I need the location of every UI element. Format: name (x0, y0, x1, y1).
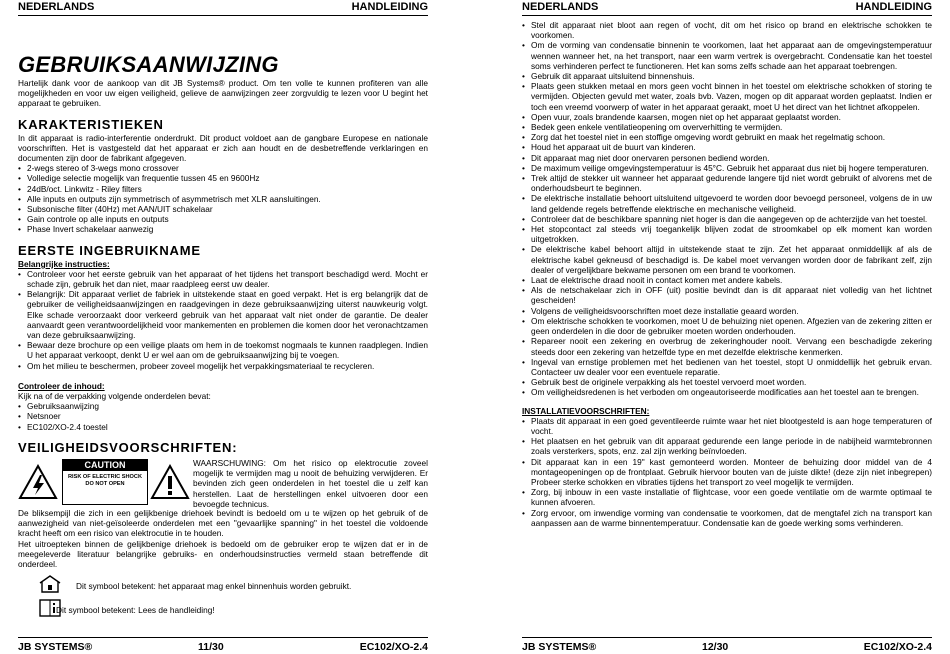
inhoud-list (18, 401, 428, 432)
list-item: • Controleer dat de beschikbare spanning niet hoger is dan die aangegeven op de achterzijde van het toestel. (522, 214, 932, 224)
uitroep-paragraph: Het uitroepteken binnen de gelijkbenige driehoek is bedoeld om de gebruiker erop te wijzen dat er in de meegeleverde literatuur belangrijke gebruiks- en onderhoudsinstructies vermeld staan betreffende dit onderdeel. (18, 538, 428, 569)
list-item: • EC102/XO-2.4 toestel (18, 422, 428, 432)
list-item: • Trek altijd de stekker uit wanneer het apparaat gedurende langere tijd niet wordt gebruikt of alvorens met de onderhoudsbeurt te beginnen. (522, 173, 932, 193)
list-item: • Om elektrische schokken te voorkomen, moet U de behuizing niet openen. Afgezien van de zekering zitten er geen onderdelen in die door de gebruiker moeten worden onderhouden. (522, 316, 932, 336)
left-content (18, 52, 428, 621)
list-item: • Belangrijk: Dit apparaat verliet de fabriek in uitstekende staat en goed verpakt. Het is erg belangrijk dat de gebruiker de veiligheidsaanwijzingen en raadgevingen in deze gebruiksaanwijzing uiterst nauwkeurig volgt. Elke schade veroorzaakt door verkeerd gebruik van het apparaat valt niet onder de garantie. De dealer aanvaardt geen verantwoordelijkheid voor mankementen en problemen die komen door het veronachtzamen van deze gebruiksaanwijzing. (18, 289, 428, 340)
list-item: • Het stopcontact zal steeds vrij toegankelijk blijven zodat de stroomkabel op elk moment kan worden uitgetrokken. (522, 224, 932, 244)
waarschuwing-paragraph: WAARSCHUWING: Om het risico op elektrocutie zoveel mogelijk te vermijden mag u nooit de behuizing verwijderen. Er bevinden zich geen onderdelen in het toestel die u zelf kan herstellen. Laat de herstellingen enkel uitvoeren door een bevoegde technicus. (193, 457, 428, 509)
list-item: • De elektrische kabel behoort altijd in uitstekende staat te zijn. Zet het apparaat onmiddellijk af als de elektrische kabel gekneusd of beschadigd is. De kabel moet vervangen worden door de fabrikant zelf, zijn dealer of vergelijkbare bekwame personen om een brand te voorkomen. (522, 244, 932, 275)
footer-brand: JB SYSTEMS® (18, 641, 93, 653)
list-item: • Gebruik best de originele verpakking als het toestel vervoerd moet worden. (522, 377, 932, 387)
list-item: • Subsonische filter (40Hz) met AAN/UIT schakelaar (18, 204, 428, 214)
list-item: • Dit apparaat kan in een 19" kast gemonteerd worden. Monteer de behuizing door middel van de 4 montageopeningen op de frontplaat. Gebruik hiervoor bouten van de juiste dikte! (deze zijn niet inbegrepen) Probeer sterke schokken en vibraties tijdens het transport zo veel mogelijk te vermijden. (522, 457, 932, 488)
list-item: • Zorg, bij inbouw in een vaste installatie of flightcase, voor een goede ventilatie om de warmte optimaal te kunnen afvoeren. (522, 487, 932, 507)
list-item: • Dit apparaat mag niet door onervaren personen bediend worden. (522, 153, 932, 163)
page-title: GEBRUIKSAANWIJZING (18, 52, 279, 77)
header-language: NEDERLANDS (522, 1, 599, 13)
list-item: • Stel dit apparaat niet bloot aan regen of vocht, dit om het risico op brand en elektrische schokken te voorkomen. (522, 20, 932, 40)
list-item: • 24dB/oct. Linkwitz - Riley filters (18, 184, 428, 194)
heading-veiligheidsvoorschriften: VEILIGHEIDSVOORSCHRIFTEN: (18, 439, 238, 455)
right-page (522, 0, 932, 654)
list-item: • Volledige selectie mogelijk van frequentie tussen 45 en 9600Hz (18, 173, 428, 183)
belangrijke-list (18, 269, 428, 371)
bliksem-paragraph: De bliksempijl die zich in een gelijkbenige driehoek bevindt is bedoeld om u te wijzen op het gebruik of de aanwezigheid van niet-geïsoleerde onderdelen met een "gevaarlijke spanning" in het toestel die voldoende kracht heeft om een risico van elektrocutie in te houden. (18, 507, 428, 539)
page-footer (522, 637, 932, 654)
inhoud-intro: Kijk na of de verpakking volgende onderdelen bevat: (18, 391, 211, 402)
caution-graphic (18, 458, 186, 506)
belangrijke-label: Belangrijke instructies: (18, 258, 110, 269)
header-title: HANDLEIDING (351, 1, 428, 13)
list-item: • Om het milieu te beschermen, probeer zoveel mogelijk het verpakkingsmateriaal te recycleren. (18, 361, 428, 371)
page-header (18, 0, 428, 16)
right-content (522, 20, 932, 528)
header-language: NEDERLANDS (18, 1, 95, 13)
caution-label: CAUTION RISK OF ELECTRIC SHOCK DO NOT OPEN (62, 459, 148, 505)
manual-symbol-text: Dit symbool betekent: Lees de handleiding! (56, 605, 215, 616)
list-item: • Alle inputs en outputs zijn symmetrisch of asymmetrisch met XLR aansluitingen. (18, 194, 428, 204)
install-list (522, 416, 932, 528)
list-item: • Om veiligheidsredenen is het verboden om ongeautoriseerde modificaties aan het toestel aan te brengen. (522, 387, 932, 397)
list-item: • Als de netschakelaar zich in OFF (uit) positie bevindt dan is dit apparaat niet volledig van het lichtnet gescheiden! (522, 285, 932, 305)
footer-model: EC102/XO-2.4 (359, 641, 428, 653)
footer-page-number: 12/30 (702, 641, 729, 653)
indoor-symbol-text: Dit symbool betekent: het apparaat mag enkel binnenhuis worden gebruikt. (76, 581, 352, 592)
footer-model: EC102/XO-2.4 (863, 641, 932, 653)
list-item: • De elektrische installatie behoort uitsluitend uitgevoerd te worden door bevoegd personeel, volgens de in uw land geldende regels betreffende elektrische en mechanische veiligheid. (522, 193, 932, 213)
list-item: • Zorg ervoor, om inwendige vorming van condensatie te voorkomen, dat de mengtafel zich na transport kan aanpassen aan de warme binnentemperatuur. Condensatie kan de goede werking soms verhinderen. (522, 508, 932, 528)
features-list (18, 163, 428, 234)
manual-symbol-row (18, 599, 428, 621)
list-item: • Bedek geen enkele ventilatieopening om oververhitting te vermijden. (522, 122, 932, 132)
list-item: • Zorg dat het toestel niet in een stoffige omgeving wordt gebruikt en maak het regelmatig schoon. (522, 132, 932, 142)
list-item: • Repareer nooit een zekering en overbrug de zekeringhouder nooit. Vervang een beschadigde zekering steeds door een zekering van hetzelfde type en met dezelfde elektrische kenmerken. (522, 336, 932, 356)
install-label: INSTALLATIEVOORSCHRIFTEN: (522, 405, 650, 416)
lightning-triangle-icon (18, 464, 58, 500)
page-header (522, 0, 932, 16)
list-item: • Gebruiksaanwijzing (18, 401, 428, 411)
list-item: • 2-wegs stereo of 3-wegs mono crossover (18, 163, 428, 173)
indoor-symbol-row (18, 575, 428, 597)
page-footer (18, 637, 428, 654)
list-item: • Volgens de veiligheidsvoorschriften moet deze installatie geaard worden. (522, 306, 932, 316)
footer-brand: JB SYSTEMS® (522, 641, 597, 653)
list-item: • Laat de elektrische draad nooit in contact komen met andere kabels. (522, 275, 932, 285)
list-item: • Phase Invert schakelaar aanwezig (18, 224, 428, 234)
heading-karakteristieken: KARAKTERISTIEKEN (18, 116, 164, 132)
list-item: • Netsnoer (18, 411, 428, 421)
footer-page-number: 11/30 (198, 641, 224, 653)
safety-list (522, 20, 932, 398)
karakteristieken-paragraph: In dit apparaat is radio-interferentie onderdrukt. Dit product voldoet aan de gangbare Europese en nationale voorschriften. Het is vastgesteld dat het apparaat er zich aan houdt en de desbetreffende verklaringen en documenten zijn door de fabrikant afgegeven. (18, 132, 428, 164)
list-item: • Ingeval van ernstige problemen met het bedienen van het toestel, stopt U onmiddellijk het gebruik ervan. Contacteer uw dealer voor een eventuele reparatie. (522, 357, 932, 377)
left-page (18, 0, 428, 654)
list-item: • Plaats dit apparaat in een goed geventileerde ruimte waar het niet blootgesteld is aan hoge temperaturen of vocht. (522, 416, 932, 436)
list-item: • Het plaatsen en het gebruik van dit apparaat gedurende een lange periode in de nabijheid warmtebronnen zoals versterkers, spots, enz. zal zijn werking beïnvloeden. (522, 436, 932, 456)
list-item: • Plaats geen stukken metaal en mors geen vocht binnen in het toestel om elektrische schokken of storing te vermijden. Objecten gevuld met water, zoals bvb. Vazen, mogen op dit apparaat worden geplaatst. Indien er toch een vreemd voorwerp of water in het apparaat geraakt, moet U het direct van het lichtnet afkoppelen. (522, 81, 932, 112)
list-item: • Controleer voor het eerste gebruik van het apparaat of het tijdens het transport beschadigd werd. Mocht er schade zijn, gebruik het dan niet, maar raadpleeg eerst uw dealer. (18, 269, 428, 289)
inhoud-label: Controleer de inhoud: (18, 380, 105, 391)
list-item: • Om de vorming van condensatie binnenin te voorkomen, laat het apparaat aan de omgevingstemperatuur wennen wanneer het, na het transport, naar een warm vertrek is overgebracht. Condensatie kan het toestel soms verhinderen perfect te functioneren. Het kan soms zelfs schade aan het apparaat toebrengen. (522, 40, 932, 71)
intro-paragraph: Hartelijk dank voor de aankoop van dit JB Systems® product. Om ten volle te kunnen profiteren van alle mogelijkheden en voor uw eigen veiligheid, gelieve de aanwijzingen zeer zorgvuldig te lezen voor U begint het apparaat te gebruiken. (18, 78, 428, 109)
list-item: • Gebruik dit apparaat uitsluitend binnenshuis. (522, 71, 932, 81)
list-item: • Houd het apparaat uit de buurt van kinderen. (522, 142, 932, 152)
header-title: HANDLEIDING (855, 1, 932, 13)
warning-block (18, 458, 428, 508)
exclamation-triangle-icon (150, 464, 190, 500)
list-item: • Gain controle op alle inputs en outputs (18, 214, 428, 224)
list-item: • Bewaar deze brochure op een veilige plaats om hem in de toekomst nogmaals te kunnen raadplegen. Indien U het apparaat verkoopt, denkt U er wel aan om de gebruiksaanwijzing bij te voegen. (18, 340, 428, 360)
list-item: • Open vuur, zoals brandende kaarsen, mogen niet op het apparaat geplaatst worden. (522, 112, 932, 122)
indoor-house-icon (38, 575, 62, 593)
list-item: • De maximum veilige omgevingstemperatuur is 45°C. Gebruik het apparaat dus niet bij hogere temperaturen. (522, 163, 932, 173)
heading-eerste-ingebruikname: EERSTE INGEBRUIKNAME (18, 242, 201, 258)
